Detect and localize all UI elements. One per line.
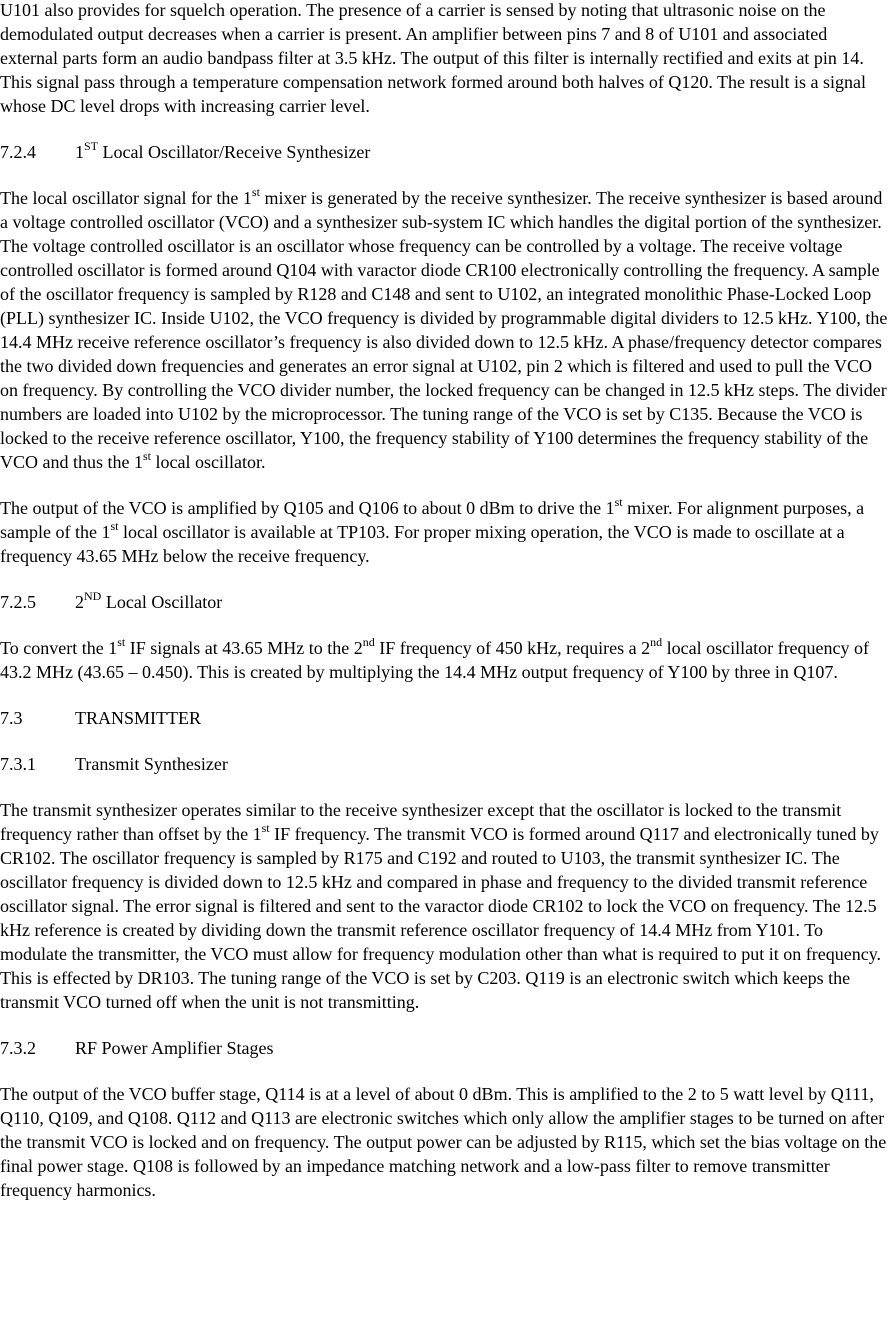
section-number: 7.2.4: [0, 142, 36, 162]
paragraph-gap: [0, 684, 888, 706]
superscript-text: ND: [84, 589, 102, 603]
section-number: 7.3: [0, 708, 23, 728]
body-paragraph: [0, 0, 888, 118]
paragraph-gap: [0, 614, 888, 636]
text-run: The transmit synthesizer operates similar to the receive synthesizer except that the oscillator is locked to the transmit frequency rather than offset by the 1: [0, 800, 842, 844]
text-run: local oscillator is available at TP103. For proper mixing operation, the VCO is made to oscillate at a frequency 43.65 MHz below the receive frequency.: [0, 522, 845, 566]
section-number: 7.2.5: [0, 592, 36, 612]
superscript-text: nd: [362, 635, 375, 649]
superscript-text: nd: [650, 635, 663, 649]
text-run: 2: [75, 592, 84, 612]
text-run: Local Oscillator: [101, 592, 223, 612]
paragraph-gap: [0, 1060, 888, 1082]
text-run: IF frequency. The transmit VCO is formed around Q117 and electronically tuned by CR102. The oscillator frequency is sampled by R175 and C192 and routed to U103, the transmit synthesizer IC. The oscillator frequency is divided down to 12.5 kHz and compared in phase and frequency to the divided transmit reference oscillator signal. The error signal is filtered and sent to the varactor diode CR102 to lock the VCO on frequency. The 12.5 kHz reference is created by dividing down the transmit reference oscillator frequency of 14.4 MHz from Y101. To modulate the transmitter, the VCO must allow for frequency modulation other than what is required to put it on frequency. This is effected by DR103. The tuning range of the VCO is set by C203. Q119 is an electronic switch which keeps the transmit VCO turned off when the unit is not transmitting.: [0, 824, 882, 1012]
text-run: local oscillator.: [151, 452, 266, 472]
paragraph-gap: [0, 730, 888, 752]
superscript-text: st: [251, 185, 260, 199]
section-heading: [0, 590, 888, 614]
text-run: local oscillator frequency of 43.2 MHz (43.65 – 0.450). This is created by multiplying the 14.4 MHz output frequency of Y100 by three in Q107.: [0, 638, 870, 682]
section-heading: [0, 752, 888, 776]
text-run: mixer. For alignment purposes, a sample of the 1: [0, 498, 865, 542]
text-run: IF frequency of 450 kHz, requires a 2: [374, 638, 651, 658]
text-run: TRANSMITTER: [75, 708, 201, 728]
body-paragraph: [0, 1082, 888, 1202]
paragraph-gap: [0, 164, 888, 186]
superscript-text: ST: [84, 139, 99, 153]
text-run: The output of the VCO is amplified by Q105 and Q106 to about 0 dBm to drive the 1: [0, 498, 615, 518]
body-paragraph: [0, 496, 888, 568]
paragraph-gap: [0, 776, 888, 798]
section-title: [75, 1036, 274, 1060]
section-title: [75, 140, 370, 164]
section-heading: [0, 140, 888, 164]
text-run: The output of the VCO buffer stage, Q114 is at a level of about 0 dBm. This is amplified to the 2 to 5 watt level by Q111, Q110, Q109, and Q108. Q112 and Q113 are electronic switches which only allow the amplifier stages to be turned on after the transmit VCO is locked and on frequency. The output power can be adjusted by R115, which set the bias voltage on the final power stage. Q108 is followed by an impedance matching network and a low-pass filter to remove transmitter frequency harmonics.: [0, 1084, 887, 1200]
section-title: [75, 590, 222, 614]
text-run: U101 also provides for squelch operation. The presence of a carrier is sensed by noting that ultrasonic noise on the demodulated output decreases when a carrier is present. An amplifier between pins 7 and 8 of U101 and associated external parts form an audio bandpass filter at 3.5 kHz. The output of this filter is internally rectified and exits at pin 14. This signal pass through a temperature compensation network formed around both halves of Q120. The result is a signal whose DC level drops with increasing carrier level.: [0, 0, 866, 116]
text-run: To convert the 1: [0, 638, 118, 658]
superscript-text: st: [143, 449, 152, 463]
superscript-text: st: [117, 635, 126, 649]
section-number: 7.3.1: [0, 754, 36, 774]
superscript-text: st: [614, 495, 623, 509]
paragraph-gap: [0, 568, 888, 590]
paragraph-gap: [0, 474, 888, 496]
section-title: [75, 752, 228, 776]
body-paragraph: [0, 798, 888, 1014]
text-run: mixer is generated by the receive synthesizer. The receive synthesizer is based around a voltage controlled oscillator (VCO) and a synthesizer sub-system IC which handles the digital portion of the synthesizer. The voltage controlled oscillator is an oscillator whose frequency can be controlled by a voltage. The receive voltage controlled oscillator is formed around Q104 with varactor diode CR100 electronically controlling the frequency. A sample of the oscillator frequency is sampled by R128 and C148 and sent to U102, an integrated monolithic Phase-Locked Loop (PLL) synthesizer IC. Inside U102, the VCO frequency is divided by programmable digital dividers to 12.5 kHz. Y100, the 14.4 MHz receive reference oscillator’s frequency is also divided down to 12.5 kHz. A phase/frequency detector compares the two divided down frequencies and generates an error signal at U102, pin 2 which is filtered and used to pull the VCO on frequency. By controlling the VCO divider number, the locked frequency can be changed in 12.5 kHz steps. The divider numbers are loaded into U102 by the microprocessor. The tuning range of the VCO is set by C135. Because the VCO is locked to the receive reference oscillator, Y100, the frequency stability of Y100 determines the frequency stability of the VCO and thus the 1: [0, 188, 888, 472]
text-run: The local oscillator signal for the 1: [0, 188, 252, 208]
text-run: RF Power Amplifier Stages: [75, 1038, 274, 1058]
body-paragraph: [0, 636, 888, 684]
section-heading: [0, 706, 888, 730]
text-run: 1: [75, 142, 84, 162]
text-run: IF signals at 43.65 MHz to the 2: [125, 638, 363, 658]
text-run: Transmit Synthesizer: [75, 754, 228, 774]
section-number: 7.3.2: [0, 1038, 36, 1058]
superscript-text: st: [261, 821, 270, 835]
paragraph-gap: [0, 1014, 888, 1036]
superscript-text: st: [110, 519, 119, 533]
section-title: [75, 706, 201, 730]
text-run: Local Oscillator/Receive Synthesizer: [98, 142, 371, 162]
body-paragraph: [0, 186, 888, 474]
paragraph-gap: [0, 118, 888, 140]
section-heading: [0, 1036, 888, 1060]
